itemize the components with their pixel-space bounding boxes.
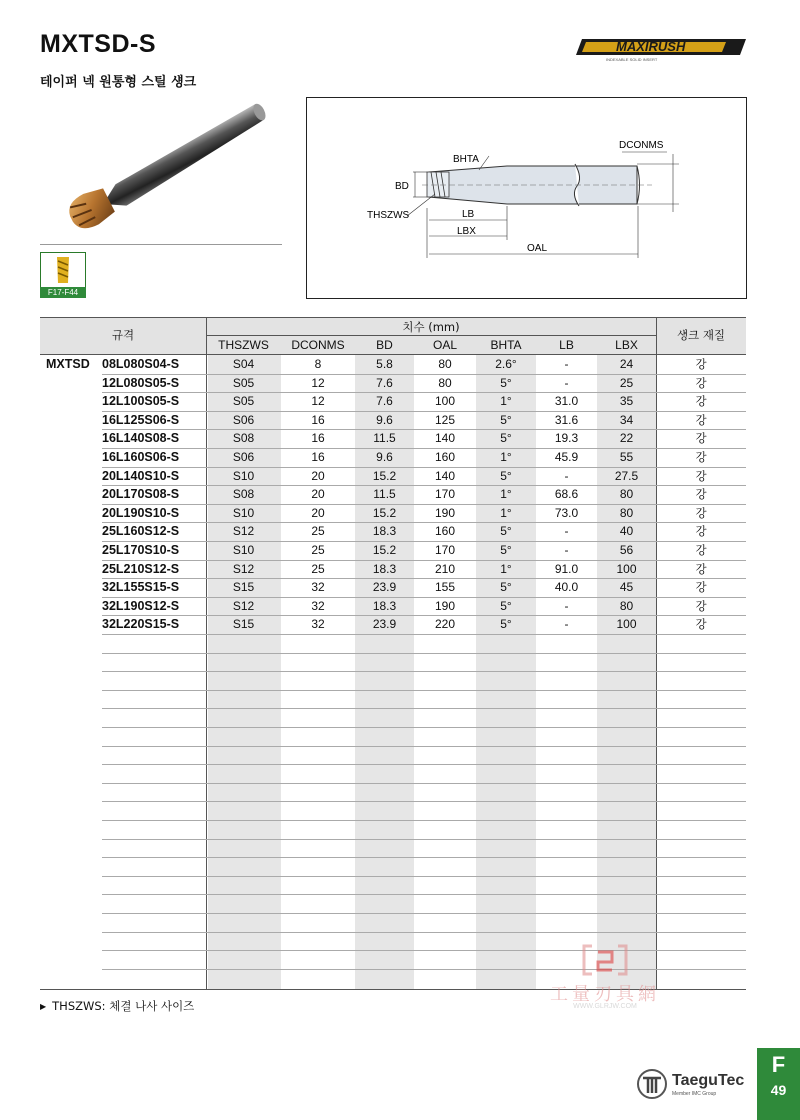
table-cell: 25 [311, 543, 325, 557]
table-cell: 32 [311, 598, 325, 613]
table-cell: S06 [232, 450, 255, 464]
table-cell: S05 [232, 375, 255, 390]
header-col-thszws: THSZWS [218, 338, 269, 352]
row-divider [102, 876, 746, 877]
table-cell: 7.6 [376, 394, 393, 409]
header-dims-group: 치수 (mm) [402, 320, 460, 334]
table-cell: S05 [232, 394, 255, 409]
table-cell: 22 [619, 431, 634, 446]
table-cell: 5° [500, 580, 512, 595]
row-material: 강 [695, 524, 707, 539]
row-material: 강 [695, 505, 707, 520]
row-spec: 12L100S05-S [102, 394, 180, 409]
row-spec: 25L170S10-S [102, 543, 180, 557]
table-cell: 31.6 [554, 412, 579, 427]
row-material: 강 [695, 394, 707, 409]
row-divider [102, 522, 746, 523]
table-cell: 100 [434, 394, 456, 409]
table-cell: - [564, 357, 569, 371]
row-divider [102, 392, 746, 393]
row-material: 강 [695, 580, 707, 595]
taegutec-emblem-icon [636, 1068, 668, 1100]
table-cell: 18.3 [372, 598, 397, 613]
table-cell: S04 [232, 357, 255, 371]
row-divider [102, 746, 746, 747]
table-cell: 80 [619, 487, 634, 502]
table-cell: - [564, 375, 569, 390]
row-divider [102, 783, 746, 784]
footnote-text: THSZWS: 체결 나사 사이즈 [52, 999, 195, 1013]
table-cell: S12 [232, 524, 255, 539]
table-cell: 23.9 [372, 580, 397, 595]
table-cell: 25 [311, 524, 325, 539]
table-cell: 190 [434, 598, 456, 613]
row-spec: 20L170S08-S [102, 487, 180, 502]
table-cell: 73.0 [554, 505, 579, 520]
table-cell: 80 [438, 375, 452, 390]
table-cell: 20 [311, 505, 325, 520]
row-divider [102, 429, 746, 430]
row-spec: 20L190S10-S [102, 505, 180, 520]
table-cell: 11.5 [373, 487, 396, 502]
row-material: 강 [695, 468, 707, 483]
table-cell: 23.9 [372, 617, 397, 632]
row-divider [102, 653, 746, 654]
header-col-oal: OAL [432, 338, 457, 352]
table-cell: 11.5 [373, 431, 396, 446]
row-spec: 25L210S12-S [102, 561, 180, 576]
table-cell: 91.0 [554, 561, 579, 576]
table-cell: 20 [311, 487, 325, 502]
table-cell: S10 [232, 468, 255, 483]
insert-badge [40, 252, 86, 298]
row-material: 강 [695, 487, 707, 502]
table-cell: - [564, 598, 569, 613]
table-cell: 15.2 [372, 505, 397, 520]
row-material: 강 [695, 450, 707, 464]
table-cell: 1° [500, 394, 512, 409]
row-spec: 20L140S10-S [102, 468, 180, 483]
table-cell: 5° [500, 375, 512, 390]
row-spec: 08L080S04-S [102, 357, 180, 371]
table-cell: 5° [500, 412, 512, 427]
table-cell: S10 [232, 543, 255, 557]
row-material: 강 [695, 357, 707, 371]
table-cell: 5° [500, 524, 512, 539]
table-cell: 24 [619, 357, 634, 371]
table-cell: 16 [311, 450, 325, 464]
row-divider [102, 448, 746, 449]
row-divider [102, 467, 746, 468]
section-letter: F [771, 1052, 786, 1077]
row-spec: 12L080S05-S [102, 375, 180, 390]
table-cell: 12 [311, 375, 325, 390]
row-divider [102, 932, 746, 933]
page-subtitle: 테이퍼 넥 원통형 스틸 섕크 [40, 75, 197, 90]
row-spec: 16L140S08-S [102, 431, 180, 446]
table-cell: 40.0 [554, 580, 579, 595]
table-cell: 210 [434, 561, 456, 576]
row-divider [102, 541, 746, 542]
page-title: MXTSD-S [40, 30, 156, 58]
table-cell: S15 [232, 617, 255, 632]
row-divider [102, 634, 746, 635]
table-cell: 5° [500, 598, 512, 613]
header-col-lb: LB [559, 338, 574, 352]
table-cell: 5° [500, 468, 512, 483]
table-cell: 80 [619, 598, 634, 613]
table-cell: 5.8 [376, 357, 393, 371]
row-material: 강 [695, 617, 707, 632]
label-thszws: THSZWS [367, 210, 410, 221]
page-section-tab [757, 1048, 800, 1120]
table-cell: 18.3 [372, 524, 397, 539]
row-divider [102, 690, 746, 691]
row-divider [102, 764, 746, 765]
header-material: 섕크 재질 [676, 328, 726, 342]
maxirush-logo [576, 33, 748, 63]
endmill-insert-icon [41, 253, 85, 287]
row-divider [102, 560, 746, 561]
table-cell: 20 [311, 468, 325, 483]
table-cell: 140 [434, 468, 456, 483]
label-bhta: BHTA [453, 154, 479, 165]
table-cell: 100 [616, 617, 637, 632]
table-cell: 56 [619, 543, 634, 557]
table-cell: 190 [434, 505, 456, 520]
table-top-rule [40, 317, 746, 318]
header-spec: 규격 [111, 328, 135, 342]
table-cell: - [564, 468, 569, 483]
row-divider [102, 820, 746, 821]
table-cell: S10 [232, 505, 255, 520]
row-material: 강 [695, 431, 707, 446]
logo-text: MAXIRUSH [616, 39, 686, 54]
label-lb: LB [462, 209, 475, 220]
label-dconms: DCONMS [619, 140, 664, 151]
table-cell: 1° [500, 561, 512, 576]
table-cell: 9.6 [376, 450, 393, 464]
row-material: 강 [695, 561, 707, 576]
photo-divider [40, 244, 282, 245]
table-cell: 100 [616, 561, 637, 576]
header-sub-rule [206, 335, 656, 336]
company-name: TaeguTec [672, 1072, 745, 1089]
table-cell: 35 [619, 394, 634, 409]
table-cell: 18.3 [372, 561, 397, 576]
table-cell: 25 [311, 561, 325, 576]
row-divider [102, 708, 746, 709]
row-divider [102, 615, 746, 616]
table-cell: 9.6 [376, 412, 393, 427]
badge-label: F17-F44 [40, 287, 86, 298]
table-cell: 7.6 [376, 375, 393, 390]
table-cell: 16 [311, 412, 325, 427]
table-cell: 220 [434, 617, 456, 632]
row-divider [102, 727, 746, 728]
table-cell: 160 [434, 524, 456, 539]
row-spec: 32L155S15-S [102, 580, 180, 595]
table-cell: 125 [434, 412, 456, 427]
table-cell: 5° [500, 431, 512, 446]
table-cell: 16 [311, 431, 325, 446]
table-cell: S12 [232, 598, 255, 613]
row-spec: 16L160S06-S [102, 450, 180, 464]
table-cell: S12 [232, 561, 255, 576]
footnote-arrow-icon: ▶ [40, 1002, 47, 1011]
row-divider [102, 597, 746, 598]
table-cell: 31.0 [554, 394, 579, 409]
table-cell: - [564, 543, 569, 557]
watermark [540, 940, 670, 1012]
table-cell: - [564, 524, 569, 539]
row-spec: 32L190S12-S [102, 598, 180, 613]
row-divider [102, 671, 746, 672]
table-cell: 5° [500, 543, 512, 557]
table-cell: 155 [434, 580, 456, 595]
table-cell: 19.3 [554, 431, 579, 446]
table-cell: S15 [232, 580, 255, 595]
series-label: MXTSD [46, 357, 90, 371]
table-cell: 170 [434, 487, 456, 502]
table-cell: S06 [232, 412, 255, 427]
row-spec: 32L220S15-S [102, 617, 180, 632]
table-cell: 15.2 [372, 468, 397, 483]
row-material: 강 [695, 543, 707, 557]
table-cell: 80 [619, 505, 634, 520]
label-lbx: LBX [457, 226, 476, 237]
row-spec: 25L160S12-S [102, 524, 180, 539]
footnote [40, 998, 194, 1014]
watermark-chars: 工量刃具網 [550, 984, 660, 1005]
label-bd: BD [395, 181, 409, 192]
table-cell: 32 [311, 617, 325, 632]
company-logo [636, 1068, 754, 1100]
table-cell: 2.6° [495, 357, 517, 371]
table-cell: 25 [619, 375, 634, 390]
table-cell: 8 [314, 357, 322, 371]
table-cell: 12 [311, 394, 325, 409]
row-material: 강 [695, 412, 707, 427]
table-cell: 1° [500, 450, 512, 464]
table-cell: 80 [438, 357, 452, 371]
row-divider [102, 374, 746, 375]
header-col-bd: BD [376, 338, 393, 352]
row-material: 강 [695, 598, 707, 613]
table-cell: S08 [232, 431, 255, 446]
row-divider [102, 578, 746, 579]
table-cell: 32 [311, 580, 325, 595]
table-cell: 68.6 [554, 487, 579, 502]
table-cell: 140 [434, 431, 456, 446]
header-col-bhta: BHTA [490, 338, 522, 352]
table-cell: 170 [434, 543, 456, 557]
spec-table [40, 317, 746, 990]
table-cell: 1° [500, 505, 512, 520]
row-material: 강 [695, 375, 707, 390]
table-cell: 34 [619, 412, 634, 427]
table-cell: 15.2 [372, 543, 397, 557]
table-cell: 5° [500, 617, 512, 632]
table-cell: 40 [619, 524, 634, 539]
watermark-url: WWW.GLRJW.COM [573, 1003, 637, 1010]
watermark-logo-icon [540, 940, 670, 980]
row-divider [102, 839, 746, 840]
table-cell: S08 [232, 487, 255, 502]
header-col-dconms: DCONMS [291, 338, 345, 352]
row-divider [102, 857, 746, 858]
row-divider [102, 411, 746, 412]
table-cell: 45 [619, 580, 634, 595]
table-cell: 55 [619, 450, 634, 464]
header-col-lbx: LBX [615, 338, 638, 352]
row-divider [102, 894, 746, 895]
table-cell: - [564, 617, 569, 632]
label-oal: OAL [527, 243, 548, 254]
table-cell: 27.5 [614, 468, 639, 483]
row-divider [102, 801, 746, 802]
dimension-diagram [306, 97, 747, 299]
table-cell: 1° [500, 487, 512, 502]
page-number: 49 [770, 1082, 787, 1098]
company-sub: Member IMC Group [672, 1091, 717, 1097]
row-spec: 16L125S06-S [102, 412, 180, 427]
table-cell: 160 [434, 450, 456, 464]
tool-photo [40, 100, 290, 245]
row-divider [102, 504, 746, 505]
row-divider [102, 485, 746, 486]
logo-tagline: INDEXABLE SOLID INSERT [606, 57, 658, 62]
row-divider [102, 913, 746, 914]
table-cell: 45.9 [554, 450, 579, 464]
